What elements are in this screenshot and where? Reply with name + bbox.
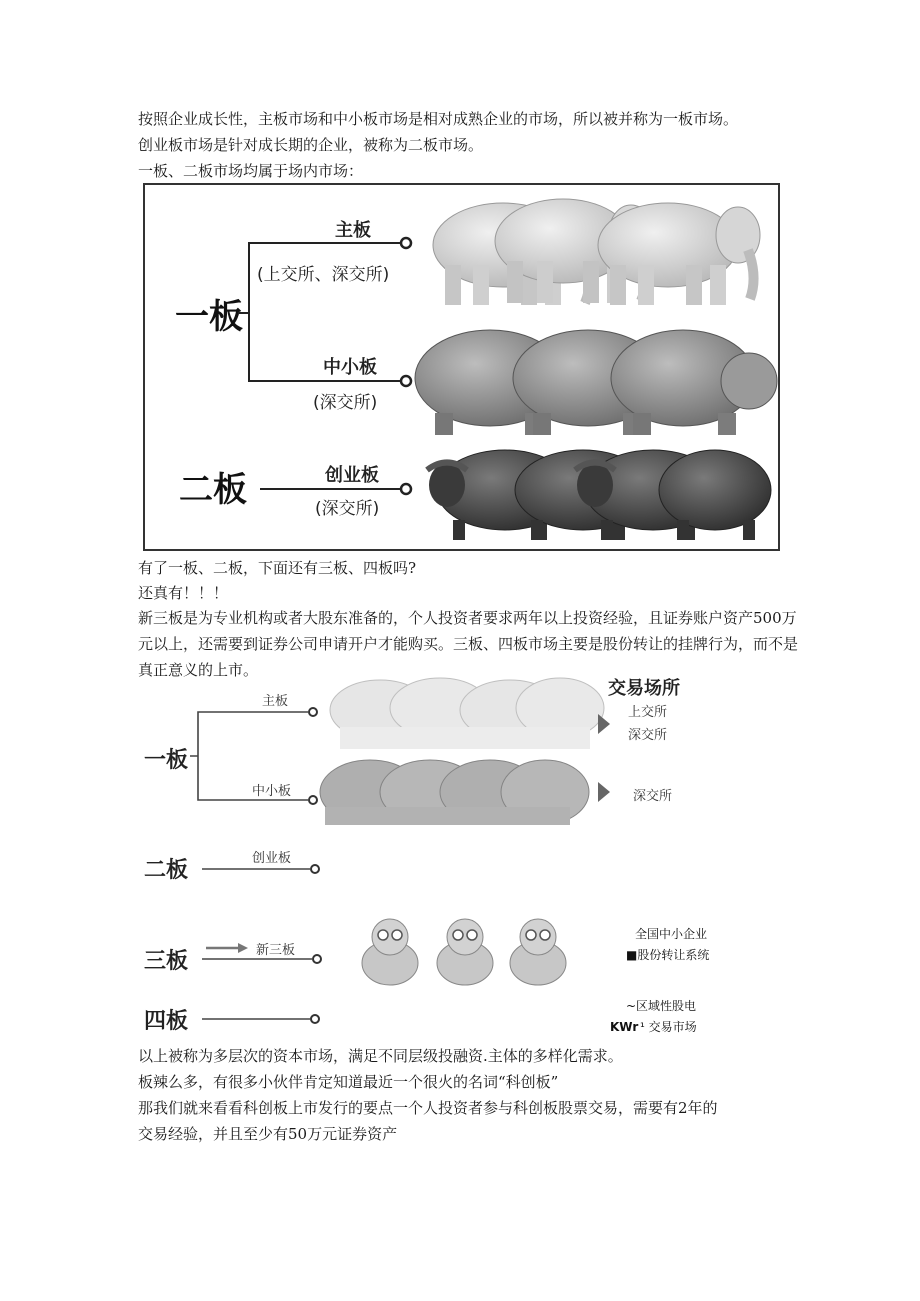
neeq-line-1: 全国中小企业 (635, 927, 708, 941)
node2-growth (311, 865, 319, 873)
paragraph-8: 板辣么多，有很多小伙伴肯定知道最近一个很火的名词“科创板” (138, 1073, 559, 1091)
label2-growth-board: 创业板 (252, 851, 292, 866)
label2-sme-board: 中小板 (252, 784, 292, 799)
label-sme-board: 中小板 (323, 357, 377, 378)
paragraph-3: 一板、二板市场均属于场内市场： (138, 162, 364, 180)
regional-line-2-prefix: KWr (610, 1020, 639, 1034)
paragraph-5: 还真有！！！ (138, 584, 229, 602)
node-main-board (401, 238, 411, 248)
node-growth-board (401, 484, 411, 494)
paragraph-9: 那我们就来看看科创板上市发行的要点一个人投资者参与科创板股票交易，需要有2年的 (138, 1099, 718, 1117)
tier2-label-4: 四板 (144, 1009, 189, 1034)
hippo-illustration-small (320, 760, 589, 825)
tier2-label-1: 一板 (144, 748, 189, 773)
label-growth-board: 创业板 (325, 465, 379, 486)
label2-main-board: 主板 (262, 694, 289, 709)
label-sme-board-exchange: (深交所) (313, 393, 378, 413)
elephant-illustration (433, 199, 760, 305)
tier2-label-2: 二板 (144, 858, 189, 883)
label2-new-third-board: 新三板 (256, 943, 296, 958)
venue-shenzhen: 深交所 (628, 728, 668, 743)
node2-fourth (311, 1015, 319, 1023)
buffalo-illustration (427, 450, 771, 540)
paragraph-1: 按照企业成长性，主板市场和中小板市场是相对成熟企业的市场，所以被并称为一板市场。 (138, 110, 739, 128)
tier-label-2: 二板 (179, 470, 247, 510)
regional-line-2: ¹ 交易市场 (640, 1020, 697, 1034)
node2-main (309, 708, 317, 716)
regional-line-1: ~区域性股电 (626, 999, 697, 1013)
node2-third (313, 955, 321, 963)
label-main-board: 主板 (335, 220, 371, 241)
venue-arrow-icon (598, 782, 610, 802)
node2-sme (309, 796, 317, 804)
paragraph-10: 交易经验，并且至少有50万元证券资产 (138, 1125, 398, 1143)
venue-shenzhen-2: 深交所 (633, 789, 673, 804)
elephant-illustration-small (330, 678, 604, 749)
paragraph-4: 有了一板、二板，下面还有三板、四板吗? (138, 559, 417, 577)
venue-shanghai: 上交所 (628, 705, 668, 720)
paragraph-7: 以上被称为多层次的资本市场，满足不同层级投融资.主体的多样化需求。 (138, 1047, 623, 1065)
figure-board-tiers-svg (143, 183, 780, 551)
header-trading-venue: 交易场所 (608, 678, 680, 699)
figure-trading-venues (140, 672, 740, 1042)
paragraph-2: 创业板市场是针对成长期的企业，被称为二板市场。 (138, 136, 484, 154)
arrow-head-icon (238, 943, 248, 953)
figure-trading-venues-svg (140, 672, 740, 1042)
node-sme-board (401, 376, 411, 386)
venue-arrow-icon (598, 714, 610, 734)
neeq-line-2: ■股份转让系统 (626, 948, 710, 962)
figure-board-tiers (143, 183, 780, 551)
label-growth-board-exchange: (深交所) (315, 499, 380, 519)
tier-label-1: 一板 (175, 297, 243, 337)
label-main-board-exchange: (上交所、深交所) (257, 265, 390, 285)
hippo-illustration (415, 330, 777, 435)
paragraph-6: 新三板是为专业机构或者大股东准备的，个人投资者要求两年以上投资经验，且证券账户资产500万元以上，还需要到证券公司申请开户才能购买。三板、四板市场主要是股份转让的挂牌行为，而不是真正意义的上市。 (138, 609, 799, 679)
pig-illustration (362, 919, 566, 985)
tier2-label-3: 三板 (144, 949, 189, 974)
